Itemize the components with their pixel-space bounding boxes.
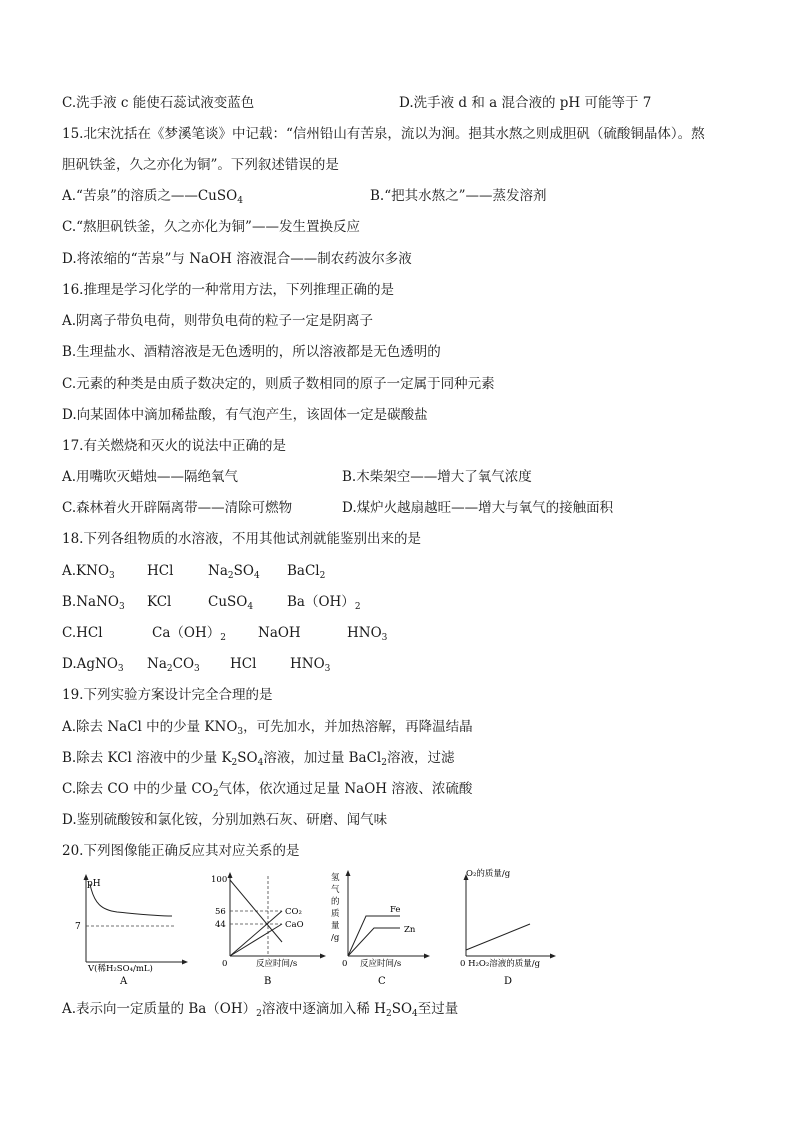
figure-c-zn-line [348,928,400,956]
figure-b-series-cao: CaO [285,920,304,930]
figure-d-label: D [504,976,513,986]
q17-option-b: B.木柴架空——增大了氧气浓度 [342,469,532,485]
figure-c-ylabel-char-5: 量 [331,921,340,931]
figure-a-ylabel: pH [87,879,101,889]
figure-b-co2-line [230,911,282,956]
exam-page: C.洗手液 c 能使石蕊试液变蓝色 D.洗手液 d 和 a 混合液的 pH 可能等于 7 15.北宋沈括在《梦溪笔谈》中记载：“信州铅山有苦泉，流以为涧。挹其水熬之则成胆矾（硫酸铜晶体）。熬 胆矾铁釜，久之亦化为铜”。下列叙述错误的是 A.“苦泉”的溶质之——CuSO$_4$ B.“把其水熬之”——蒸发溶剂 C.“熬胆矾铁釜，久之亦化为铜”——发生置换反应 D.将浓缩的“苦泉”与 NaOH 溶液混合——制农药波尔多液 16.推理是学习化学的一种常用方法，下列推理正确的是 A.阴离子带负电荷，则带负电荷的粒子一定是阴离子 B.生理盐水、酒精溶液是无色透明的，所以溶液都是无色透明的 C.元素的种类是由质子数决定的，则质子数相同的原子一定属于同种元素 D.向某固体中滴加稀盐酸，有气泡产生，该固体一定是碳酸盐 17.有关燃烧和灭火的说法中正确的是 A.用嘴吹灭蜡烛——隔绝氧气 B.木柴架空——增大了氧气浓度 C.森林着火开辟隔离带——清除可燃物 D.煤炉火越扇越旺——增大与氧气的接触面积 18.下列各组物质的水溶液，不用其他试剂就能鉴别出来的是 $A.KNO_3$ HCl $Na_2SO_4$ BaCl$_2$ B.NaNO$_3$ KCl CuSO$_4$ $Ba(OH)_2$ C.HCl $Ca(OH)_2$ NaOH $HNO_3$ D.AgNO$_3$ $Na_2CO_3$ HCl $HNO_3$ 19.下列实验方案设计完全合理的是 A.除去 NaCl 中的少量 $KNO_3$，可先加水，并加热溶解，再降温结晶 B.除去 KCl 溶液中的少量 $K_2SO_4$溶液，加过量 BaCl$_2$溶液，过滤 C.除去 CO 中的少量 $CO_2$气体，依次通过足量 NaOH 溶液、浓硫酸 D.鉴别硫酸铵和氯化铵，分别加熟石灰、研磨、闻气味 20.下列图像能正确反应其对应关系的是 pH 7 V(稀H₂SO₄/mL) A 100 56 44 CO₂ CaO 0 反应时间/s B 氢 气 的 质 量 /g Fe Zn 0 反应时间/s C O₂的质量/g 0 H₂O₂溶液的质量/g D A.表示向一定质量的 $Ba(OH)_2$溶液中逐滴加入稀 $H_2SO_4$至过量 [0,0,794,1123]
figure-c-fe-line [348,916,400,956]
figure-c-ylabel-char-3: 的 [331,897,340,907]
q19-option-d: D.鉴别硫酸铵和氯化铵，分别加熟石灰、研磨、闻气味 [62,812,388,828]
q16-option-c: C.元素的种类是由质子数决定的，则质子数相同的原子一定属于同种元素 [62,376,495,392]
q15-option-d: D.将浓缩的“苦泉”与 NaOH 溶液混合——制农药波尔多液 [62,251,412,267]
figure-b-origin: 0 [222,959,228,969]
figure-c-series-zn: Zn [404,925,416,935]
q16-option-b: B.生理盐水、酒精溶液是无色透明的，所以溶液都是无色透明的 [62,344,441,360]
q20-figures [62,866,562,986]
figure-a-curve [90,884,172,916]
figure-b-ytick-100: 100 [211,875,228,885]
q15-stem-line1: 15.北宋沈括在《梦溪笔谈》中记载：“信州铅山有苦泉，流以为涧。挹其水熬之则成胆矾（硫酸铜晶体）。熬 [62,126,705,142]
figure-d-ylabel: O₂的质量/g [466,869,511,879]
figure-c-ylabel-char-4: 质 [331,909,340,919]
figure-c-xlabel: 反应时间/s [360,959,402,969]
q16-option-d: D.向某固体中滴加稀盐酸，有气泡产生，该固体一定是碳酸盐 [62,407,428,423]
figure-a-ytick-7: 7 [75,922,81,932]
q14-option-d: D.洗手液 d 和 a 混合液的 pH 可能等于 7 [399,95,652,111]
figure-b [202,866,332,986]
figure-b-ytick-44: 44 [215,920,226,930]
q15-option-a: A.“苦泉”的溶质之——CuSO$_4$ [62,188,243,206]
q17-option-d: D.煤炉火越扇越旺——增大与氧气的接触面积 [342,500,614,516]
figure-c-series-fe: Fe [390,905,401,915]
figure-c-origin: 0 [342,959,348,969]
q17-stem: 17.有关燃烧和灭火的说法中正确的是 [62,438,286,454]
figure-a-xlabel: V(稀H₂SO₄/mL) [88,964,153,974]
figure-c-ylabel-char-1: 氢 [331,873,340,883]
figure-d-xlabel: 0 H₂O₂溶液的质量/g [460,959,541,969]
figure-b-ytick-56: 56 [215,907,226,917]
figure-b-series-co2: CO₂ [285,907,302,917]
figure-b-label: B [264,976,272,986]
q16-stem: 16.推理是学习化学的一种常用方法，下列推理正确的是 [62,282,394,298]
q19-option-b: B.除去 KCl 溶液中的少量 $K_2SO_4$溶液，加过量 BaCl$_2$溶液，过滤 [62,750,455,768]
q17-option-a: A.用嘴吹灭蜡烛——隔绝氧气 [62,469,239,485]
q19-option-c: C.除去 CO 中的少量 $CO_2$气体，依次通过足量 NaOH 溶液、浓硫酸 [62,781,473,799]
q15-option-b: B.“把其水熬之”——蒸发溶剂 [370,188,547,204]
figure-a-label: A [120,976,128,986]
q18-stem: 18.下列各组物质的水溶液，不用其他试剂就能鉴别出来的是 [62,531,421,547]
q20-stem: 20.下列图像能正确反应其对应关系的是 [62,843,300,859]
q19-option-a: A.除去 NaCl 中的少量 $KNO_3$，可先加水，并加热溶解，再降温结晶 [62,719,473,737]
figure-c-label: C [378,976,386,986]
figure-d [452,866,562,986]
figure-d-line [466,924,530,950]
figure-c-ylabel-char-2: 气 [331,885,340,895]
q14-option-c: C.洗手液 c 能使石蕊试液变蓝色 [62,95,255,111]
q16-option-a: A.阴离子带负电荷，则带负电荷的粒子一定是阴离子 [62,313,374,329]
figure-c [322,866,432,986]
figure-b-xlabel: 反应时间/s [256,959,298,969]
figure-c-ylabel-char-6: /g [331,933,340,943]
q19-stem: 19.下列实验方案设计完全合理的是 [62,687,273,703]
q20-option-a: A.表示向一定质量的 $Ba(OH)_2$溶液中逐滴加入稀 $H_2SO_4$至过量 [62,1001,459,1019]
q15-option-c: C.“熬胆矾铁釜，久之亦化为铜”——发生置换反应 [62,219,360,235]
figure-b-cao-line [230,924,282,956]
q15-stem-line2: 胆矾铁釜，久之亦化为铜”。下列叙述错误的是 [62,157,339,173]
figure-a [62,866,192,986]
q17-option-c: C.森林着火开辟隔离带——清除可燃物 [62,500,293,516]
